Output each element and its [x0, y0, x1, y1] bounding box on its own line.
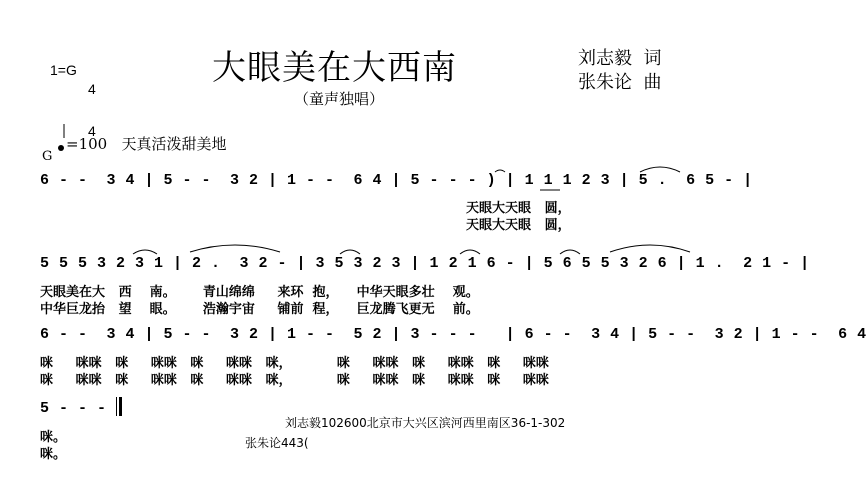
row-2-lyric-2: 中华巨龙抬 望 眼。 浩瀚宇宙 铺前 程， 巨龙腾飞更无 前。: [40, 302, 479, 317]
row-1-slurs: [40, 168, 700, 198]
score-row-2-notes: 5 5 5 3 2 3 1 | 2 . 3 2 - | 3 5 3 2 3 | 1 2 1 6 - | 5 6 5 5 3 2 6 | 1 . 2 1 - |: [40, 255, 810, 272]
score-row-4-notes: 5 - - -: [40, 400, 107, 417]
song-subtitle: （童声独唱）: [294, 90, 385, 108]
row-3-lyric-2: 咪 咪咪 咪 咪咪 咪 咪咪 咪， 咪 咪咪 咪 咪咪 咪 咪咪: [40, 373, 549, 388]
quarter-note-icon: [58, 145, 64, 151]
lyricist-credit: 刘志毅 词: [578, 48, 662, 69]
time-signature-bottom: 4: [88, 123, 96, 139]
row-3-lyric-1: 咪 咪咪 咪 咪咪 咪 咪咪 咪， 咪 咪咪 咪 咪咪 咪 咪咪: [40, 356, 549, 371]
tempo-marking: [58, 133, 227, 154]
row-4-lyric-1: 咪。: [40, 430, 67, 445]
row-1-lyric-1: 天眼大天眼 圆，: [466, 201, 571, 216]
note-stem-icon: [62, 124, 66, 140]
row-1-lyric-2: 天眼大天眼 圆，: [466, 218, 571, 233]
row-4-lyric-2: 咪。: [40, 447, 67, 462]
key-signature: 1=G: [50, 62, 77, 78]
final-double-barline: [116, 397, 122, 416]
score-row-1-notes: 6 - - 3 4 | 5 - - 3 2 | 1 - - 6 4 | 5 - - - ) | 1 1 1 2 3 | 5 . 6 5 - |: [40, 172, 753, 189]
footer-address-1: 刘志毅102600北京市大兴区滨河西里南区36-1-302: [285, 416, 566, 430]
song-title: 大眼美在大西南: [212, 48, 457, 88]
score-row-3-notes: 6 - - 3 4 | 5 - - 3 2 | 1 - - 5 2 | 3 - - - | 6 - - 3 4 | 5 - - 3 2 | 1 - - 6 4: [40, 326, 867, 343]
row-2-slurs: [40, 244, 720, 278]
tempo-text: =100 天真活泼甜美地: [66, 135, 227, 153]
footer-address-2: 张朱论443(: [245, 436, 309, 450]
tempo-g-mark: G: [42, 149, 53, 164]
composer-credit: 张朱论 曲: [578, 72, 662, 93]
row-2-lyric-1: 天眼美在大 西 南。 青山绵绵 来环 抱， 中华天眼多壮 观。: [40, 285, 479, 300]
time-signature-top: 4: [88, 81, 96, 97]
